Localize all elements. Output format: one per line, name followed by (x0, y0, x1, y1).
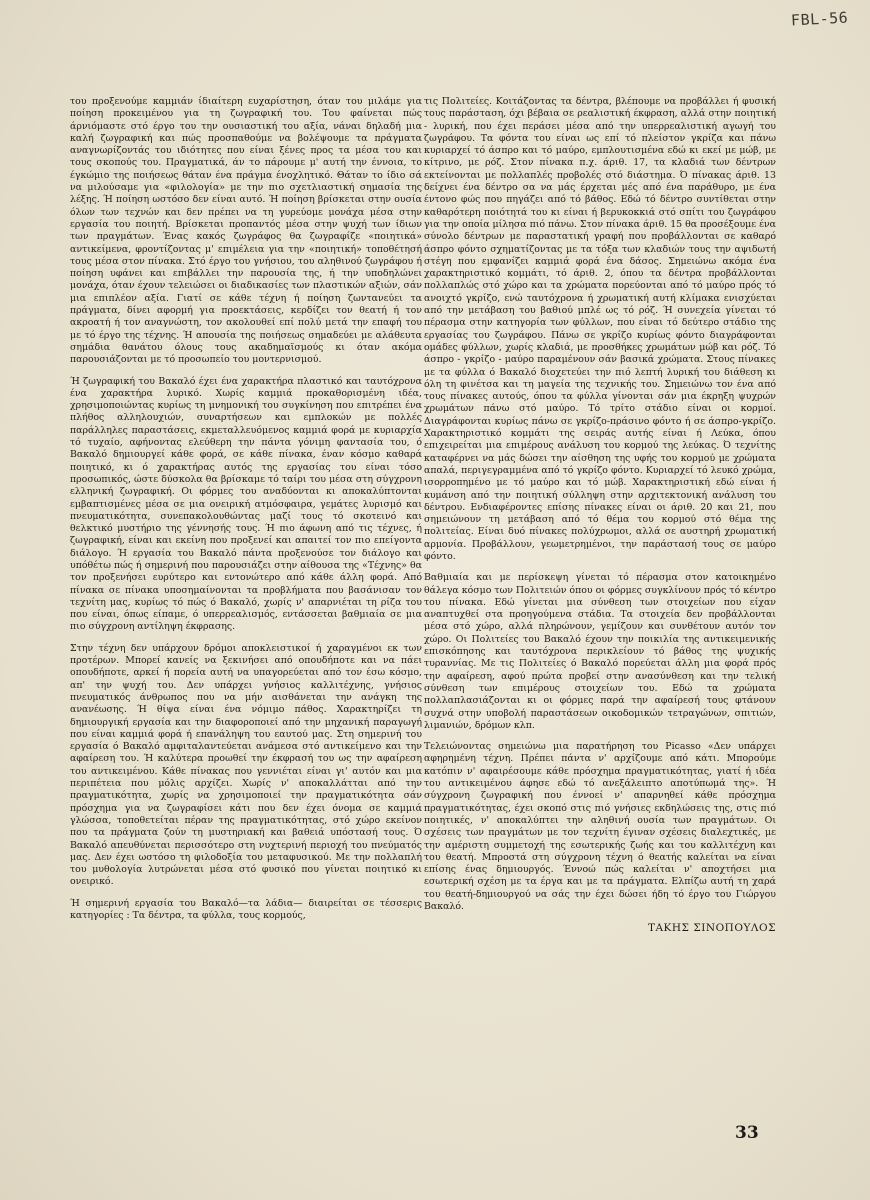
paragraph: Τελειώνοντας σημειώνω μια παρατήρηση του Picasso «Δεν υπάρχει αφηρημένη τέχνη. Πρέπει πάντα ν' αρχίζουμε από κάτι. Μπορούμε κατόπιν ν' αφαιρέσουμε κάθε πρόσχημα πραγματικότητας, γιατί ή ιδέα του αντικειμένου άφησε εδώ τό ανεξάλειπτο αποτύπωμά της». Ή σύγχρονη ζωγραφική που έννοεί ν' απαρνηθεί κάθε πρόσχημα πραγματικότητας, έχει σκοπό στις πιό γνήσιες εκδηλώσεις της, στις πιό ποιητικές, ν' αποκαλύπτει την αληθινή ουσία των πραγμάτων. Οι σχέσεις των πραγμάτων με τον τεχνίτη έγιναν σχέσεις διαλεχτικές, με την αμέριστη συμμετοχή της εσωτερικής ζωής και του καλλιτέχνη και του θεατή. Μπροστά στη σύγχρονη τέχνη ό θεατής καλείται να είναι επίσης ένας δημιουργός. Έννοώ πώς καλείται ν' αποχτήσει μια εσωτερική σχέση με τα έργα και με τα πράγματα. Ελπίζω αυτή τη χαρά του θεατή-δημιουργού να σάς την έχει δώσει ήδη τό έργο του Γιώργου Βακαλό. (424, 741, 776, 912)
paragraph: Στην τέχνη δεν υπάρχουν δρόμοι αποκλειστικοί ή χαραγμένοι εκ των προτέρων. Μπορεί κανείς να ξεκινήσει από οπουδήποτε και να πάει οπουδήποτε, αρκεί ή πορεία αυτή να υπαγορεύεται από τον έσω κόσμο, απ' την ψυχή του. Δεν υπάρχει γνήσιος καλλιτέχνης, γνήσιος πνευματικός άνθρωπος που να μήν αισθάνεται την ανάγκη της ανανέωσης. Ή θίψα είναι ένα νόμιμο πάθος. Χαρακτηρίζει τη δημιουργική εργασία και την διαφοροποιεί από την μηχανική παραγωγή που είναι καμμιά φορά ή επανάληψη του εαυτού μας. Στη σημερινή του εργασία ό Βακαλό αμφιταλαντεύεται ανάμεσα στό αντικείμενο και την αφαίρεση του. Ή καλύτερα προωθεί την έκφρασή του ως την αφαίρεση του αντικειμένου. Κάθε πίνακας που γεννιέται είναι γι' αυτόν και μια περιπέτεια που μόλις αρχίζει. Χωρίς ν' αποκαλλάτται από την πραγματικότητα, χωρίς να χρησιμοποιεί την πραγματικότητα σάν πρόσχημα για να ζωγραφίσει κάτι που δεν έχει όνομα σε καμμιά γλώσσα, τοποθετείται πέραν της πραγματικότητας, στό χώρο εκείνον που τα πράγματα ζούν τη μυστηριακή και βαθειά υπόστασή τους. Ό Βακαλό απευθύνεται περισσότερο στη νυχτερινή περιοχή του πνεύματός μας. Δεν έχει ωστόσο τη φιλοδοξία του μεταφυσικού. Με την πολλαπλή του μυθολογία λυτρώνεται μέσα στό φυσικό που γίνεται ποιητικό κι ονειρικό. (70, 642, 422, 888)
paragraph: Ή ζωγραφική του Βακαλό έχει ένα χαρακτήρα πλαστικό και ταυτόχρονα ένα χαρακτήρα λυρικό. Χωρίς καμμιά προκαθορισμένη ιδέα, χρησιμοποιώντας κυρίως τη μνημονική του συγκίνηση που επιτρέπει ένα πλήθος αλληλουχιών, συναρτήσεων και εμπλοκών με πολλές παράλληλες παραστάσεις, εκμεταλλευόμενος καμμιά φορά με κυριαρχία τό τυχαίο, αφήνοντας ελεύθερη την πάντα γόνιμη φαντασία του, ό Βακαλό δημιουργεί κάθε φορά, σε κάθε πίνακα, έναν κόσμο καθαρά ποιητικό, κι ό χαρακτήρας αυτός της εργασίας του είναι τόσο προσωπικός, ώστε δύσκολα θα βρίσκαμε τό ταίρι του μέσα στη σύγχρονη ελληνική ζωγραφική. Οι φόρμες του αναδύονται κι αποκαλύπτονται εμβαπτισμένες μέσα σε μια ονειρική ατμόσφαιρα, γεμάτες λυρισμό και πνευματικότητα, συνεπακολουθώντας μαζί τους τό σκοτεινό και θελκτικό μυστήριο της γέννησής τους. Ή πιο άφωνη από τις τέχνες, ή ζωγραφική, είναι και εκείνη που προξενεί και απαιτεί τον πιο επείγοντα διάλογο. Ή εργασία του Βακαλό πάντα προξενούσε τον διάλογο και υπόθέτω πώς ή σημερινή που παρουσιάζει στην αίθουσα της «Τέχνης» θα τον προξενήσει ευρύτερο και εντονώτερο από κάθε άλλη φορά. Από πίνακα σε πίνακα υποσημαίνονται τα προβλήματα που βασάνισαν τον τεχνίτη μας, κυρίως τό πώς ό Βακαλό, χωρίς ν' απαρνιέται τη ρίζα του που είναι, όπως είπαμε, ό υπερρεαλισμός, εντάσσεται βαθμιαία σε μια πιο σύγχρονη αντίληψη έκφρασης. (70, 375, 422, 633)
right-column (424, 96, 776, 944)
left-column (70, 96, 422, 931)
paragraph: του προξενούμε καμμιάν ίδιαίτερη ευχαρίστηση, όταν του μιλάμε για ποίηση προκειμένου για τη ζωγραφική του. Του φαίνεται πώς άρνιόμαστε στό έργο του την ουσιαστική του αξία, νάναι δηλαδή μια καλή ζωγραφική και πώς προσπαθούμε να βολέψουμε τα πράγματα αναγνωρίζοντάς του ιδιότητες που είναι ξένες προς τα μέσα του και τους σκοπούς του. Πραγματικά, άν το πάρουμε μ' αυτή την έννοια, το έγκώμιο της ποιήσεως θάταν ένα πράγμα ένοχλητικό. Θάταν το ίδιο σά να μιλούσαμε για «φιλολογία» με την πιο σχετλιαστική σημασία της λέξης. Ή ποίηση ωστόσο δεν είναι αυτό. Ή ποίηση βρίσκεται στην ουσία όλων των τεχνών και δεν πρέπει να τη γυρεύομε μονάχα μέσα στην εργασία του ποιητή. Βρίσκεται προπαντός μέσα στην ψυχή των ίδιων των πραγμάτων. Ένας κακός ζωγράφος θα ζωγραφίζε «ποιητικά» αντικείμενα, φροντίζοντας μ' επιμέλεια για την «ποιητική» τοποθέτησή τους μέσα στον πίνακα. Στό έργο του γνήσιου, του αληθινού ζωγράφου ή ποίηση υφάνει και επιβάλλει την παρουσία της, ή την υποδηλώνει μονάχα, όταν έχουν τελειώσει οι διαδικασίες των πλαστικών αξιών, σάν μια επιπλέον αξία. Γιατί σε κάθε τέχνη ή ποίηση ζωντανεύει τα πράγματα, δίνει αφορμή για προεκτάσεις, κερδίζει τον θεατή ή τον ακροατή ή τον αναγνώστη, τον ακολουθεί επί πολύ μετά την επαφή του με τό έργο της τέχνης. Ή απουσία της ποιήσεως σημαδεύει με αλάθευτα σημάδια θανάτου όλους τους ακαδημαϊσμούς κι όταν ακόμα παρουσιάζονται με τό προσωπείο του μοντερνισμού. (70, 96, 422, 366)
paragraph: Ή σημερινή εργασία του Βακαλό—τα λάδια— διαιρείται σε τέσσερις κατηγορίες : Τα δέντρα, τα φύλλα, τους κορμούς, (70, 897, 422, 921)
paragraph: τις Πολιτείες. Κοιτάζοντας τα δέντρα, βλέπουμε να προβάλλει ή φυσική τους παράσταση, όχι βέβαια σε ρεαλιστική έκφραση, αλλά στην ποιητική - λυρική, που έχει περάσει μέσα από την υπερρεαλιστική αγωγή του ζωγράφου. Τα φόντα του είναι ως επί τό πλείστον γκρίζα και πάνω κυριαρχεί τό άσπρο και τό μαύρο, εμπλουτισμένα εδώ κι εκεί με μώβ, με κίτρινο, με ρόζ. Στον πίνακα π.χ. άριθ. 17, τα κλαδιά των δέντρων εκτείνονται με πολλαπλές προβολές στό διάστημα. Ό πίνακας άριθ. 13 δείχνει ένα δέντρο σα να μάς έρχεται μές από ένα παράθυρο, με ένα έντονο φώς που πηγάζει από τό βάθος. Εδώ τό δέντρο συντίθεται στην καθαρότερη ποιότητά του κι είναι ή βερυκοκκιά στό σπίτι του ζωγράφου για την οποία μίλησα πιό πάνω. Στον πίνακα άριθ. 15 θα προσέξουμε ένα σύνολο δέντρων με παραστατική γραφή που προβάλλονται σε καθαρό άσπρο φόντο σχηματίζοντας με τα τόξα των κλαδιών τους την αψιδωτή στέγη που εμφανίζει καμμιά φορά ένα δάσος. Σημειώνω ακόμα ένα χαρακτηριστικό κομμάτι, τό άριθ. 2, όπου τα δέντρα προβάλλονται πολλαπλώς στό χώρο και τα χρώματα πορεύονται από τό μαύρο πρός τό ανοιχτό γκρίζο, ενώ ταυτόχρονα ή χρωματική αυτή κλίμακα ενισχύεται από την μετάβαση του βαθιού μπλέ ως τό ρόζ. Ή συνεχεία γίνεται τό πέρασμα στην κατηγορία των φύλλων, που είναι τό δεύτερο στάδιο της εργασίας του ζωγράφου. Πάνω σε γκρίζο κυρίως φόντο διαγράφονται ομάδες φύλλων, χωρίς κλαδιά, με προσθήκες χρωμάτων μώβ και ρόζ. Τό άσπρο - γκρίζο - μαύρο παραμένουν σάν βασικά χρώματα. Στους πίνακες με τα φύλλα ό Βακαλό διοχετεύει την πιό λεπτή λυρική του διάθεση κι όλη τη φινέτσα και τη μαγεία της τεχνικής του. Σημειώνω τον ένα από τους πίνακες αυτούς, όπου τα φύλλα γίνονται σάν μια έκρηξη ψυχρών χρωμάτων πάνω στό μαύρο. Τό τρίτο στάδιο είναι οι κορμοί. Διαγράφονται κυρίως πάνω σε γκρίζο-πράσινο φόντο ή σε άσπρο-γκρίζο. Χαρακτηριστικό κομμάτι της σειράς αυτής είναι ή Λεύκα, όπου επιχειρείται μια επιμέρους ανάλυση του κορμού της λεύκας. Ό τεχνίτης καταφέρνει να μάς δώσει την αίσθηση της υφής του κορμού με χρώματα απαλά, περιγεγραμμένα από τό γκρίζο φόντο. Κυριαρχεί τό λευκό χρώμα, ισορροπημένο με τό μαύρο και τό μώβ. Χαρακτηριστική εδώ είναι ή κυμάνση από την ποιητική σύλληψη στην αρχιτεκτονική ανάλυση του δέντρου. Ενδιαφέροντες επίσης πίνακες είναι οι άριθ. 20 και 21, που σημειώνουν τη μετάβαση από τό θέμα του κορμού στό θέμα της πολιτείας. Είναι δυό πίνακες πολύχρωμοι, αλλά σε αυστηρή χρωματική αρμονία. Προβάλλουν, γεωμετρημένοι, την παράστασή τους σε μαύρο φόντο. (424, 96, 776, 562)
archive-stamp: FBL-56 (790, 8, 849, 30)
page-number: 33 (735, 1123, 759, 1143)
author-signature: ΤΑΚΗΣ ΣΙΝΟΠΟΥΛΟΣ (647, 922, 776, 935)
paragraph: Βαθμιαία και με περίσκεψη γίνεται τό πέρασμα στον κατοικημένο θάλεγα κόσμο των Πολιτειών όπου οι φόρμες συγκλίνουν πρός τό κέντρο του πίνακα. Εδώ γίνεται μια σύνθεση των στοιχείων που είχαν αναπτυχθεί στα προηγούμενα στάδια. Τα στοιχεία δεν προβάλλονται μέσα στό χώρο, αλλά πληρώνουν, γεμίζουν και συνθέτουν αυτόν τον χώρο. Οι Πολιτείες του Βακαλό έχουν την ποικιλία της αντικειμενικής επισκόπησης και ταυτόχρονα περικλείουν τό βάθος της ψυχικής τυραννίας. Με τις Πολιτείες ό Βακαλό πορεύεται άλλη μια φορά πρός την αφαίρεση, αφού πρώτα προβεί στην ανασύνθεση και την τελική σύνθεση των επιμέρους στοιχείων του. Εδώ τα χρώματα πολλαπλασιάζονται κι οι φόρμες παρά την αφαίρεσή τους φτάνουν συχνά στην υποβολή παραστάσεων οικοδομικών τετραγώνων, σπιτιών, λιμανιών, δρόμων κλπ. (424, 572, 776, 731)
